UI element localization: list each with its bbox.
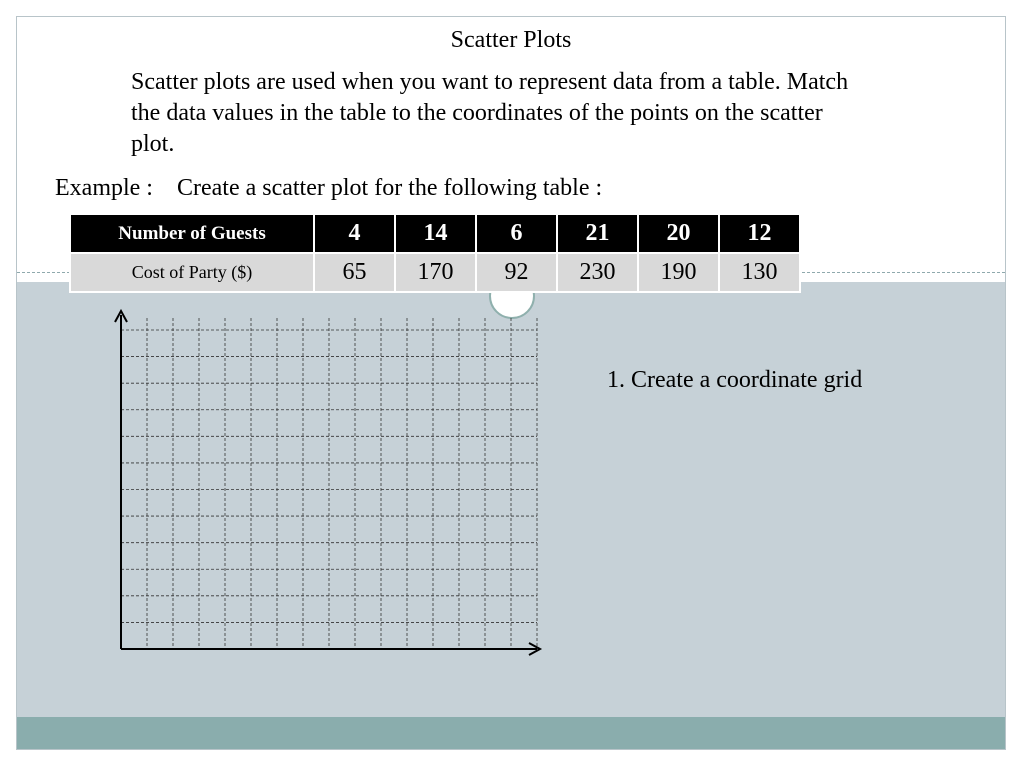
cost-cell: 92: [476, 253, 557, 292]
guests-label: Number of Guests: [70, 214, 314, 253]
coordinate-grid: [107, 305, 547, 665]
example-label: Example :: [55, 175, 153, 201]
intro-paragraph: Scatter plots are used when you want to represent data from a table. Match the data values in the table to the coordinates of the points on the scatter plot.: [131, 69, 849, 157]
guests-cell: 12: [719, 214, 800, 253]
bottom-band: [17, 717, 1005, 750]
cost-cell: 190: [638, 253, 719, 292]
cost-cell: 170: [395, 253, 476, 292]
step-one-text: 1. Create a coordinate grid: [607, 367, 863, 393]
example-line: [55, 175, 602, 202]
guests-cell: 21: [557, 214, 638, 253]
data-table: [69, 213, 801, 293]
guests-cell: 20: [638, 214, 719, 253]
guests-cell: 6: [476, 214, 557, 253]
table-row-guests: [70, 214, 800, 253]
cost-cell: 230: [557, 253, 638, 292]
example-instruction: Create a scatter plot for the following table :: [176, 175, 603, 201]
cost-cell: 65: [314, 253, 395, 292]
guests-cell: 4: [314, 214, 395, 253]
grid-lines: [121, 318, 537, 649]
slide: [16, 16, 1006, 750]
slide-title: Scatter Plots: [450, 27, 572, 53]
cost-cell: 130: [719, 253, 800, 292]
guests-cell: 14: [395, 214, 476, 253]
cost-label: Cost of Party ($): [70, 253, 314, 292]
table-row-cost: [70, 253, 800, 292]
